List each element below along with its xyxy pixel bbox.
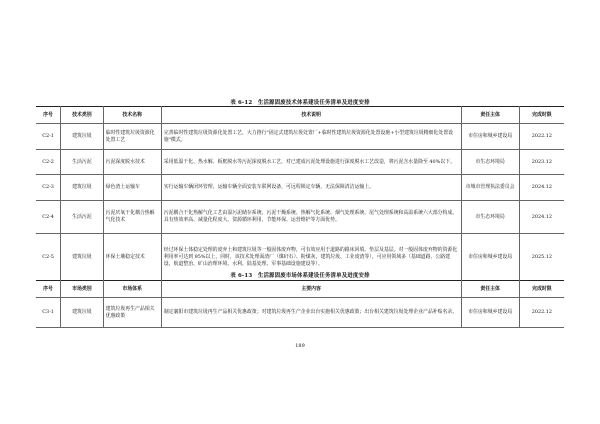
table-row xyxy=(36,150,564,175)
table-cell: 制定襄阳市建筑垃圾再生产品相关优惠政策；对建筑垃圾再生产企业出台实施相关优惠政策；出台相关建筑垃圾处理企业产品补贴名录。 xyxy=(161,298,461,328)
table-cell: 生活污泥 xyxy=(61,150,104,175)
table-cell: 环保土壤稳定技术 xyxy=(103,234,161,281)
table-cell: 经过环保土体稳定处理的废弃土和建筑垃圾等一般固体废弃物，可有效应用于道路的路床回填、垫层及基层。对一般固体废弃物的资源化利用率可达到 95%以上，同时，该技术处理面渣厂（煤矸石）、粉煤灰、建筑垃圾、工业废渣等），可应用领域多（基础道路、公路建设、航道整治、矿山治理环境、水利、陆基处理、军事基础设施建设等）。 xyxy=(161,234,461,281)
table-row xyxy=(36,298,564,328)
table1-header-row xyxy=(36,107,564,124)
table1-caption: 表 6-12 生活源固废技术体系建设任务清单及进度安排 xyxy=(230,100,370,106)
table-cell: C2-2 xyxy=(36,150,61,175)
table-cell: 2022.12 xyxy=(519,298,564,328)
table-cell: 2024.12 xyxy=(519,175,564,201)
table2-caption: 表 6-13 生活源固废市场体系建设任务清单及进度安排 xyxy=(230,273,370,279)
table-cell: 2024.12 xyxy=(519,201,564,234)
table-cell: 完善临时性建筑垃圾资源化处置工艺，大力推行"固定式建筑垃圾处置厂+临时性建筑垃圾资源化处置设施+小型建筑垃圾精细化处置设施"模式。 xyxy=(161,124,461,150)
table1 xyxy=(36,106,564,281)
table-row xyxy=(36,124,564,150)
table-cell: 市住房和城乡建设局 xyxy=(461,234,519,281)
table-cell: 污泥深度脱水技术 xyxy=(103,150,161,175)
header-cell: 责任主体 xyxy=(461,281,519,298)
table-cell: C2-3 xyxy=(36,175,61,201)
table-cell: 生活污泥 xyxy=(61,201,104,234)
table-cell: 建筑垃圾再生产品相关优惠政策 xyxy=(103,298,161,328)
table-cell: 绿色渣土运输车 xyxy=(103,175,161,201)
table-row xyxy=(36,201,564,234)
table-cell: 污泥厌氧干化耦合热解气化技术 xyxy=(103,201,161,234)
table-cell: C2-1 xyxy=(36,124,61,150)
header-cell: 技术说明 xyxy=(161,107,461,124)
header-cell: 序号 xyxy=(36,107,61,124)
header-cell: 市场类别 xyxy=(61,281,104,298)
table-cell: C2-5 xyxy=(36,234,61,281)
header-cell: 市场体系 xyxy=(103,281,161,298)
table-cell: 市生态环境局 xyxy=(461,201,519,234)
table-cell: 实行运输车辆闭环管理，运输车辆全面安装车联网设备，可远程锁定车辆，无法保障清洁运输上。 xyxy=(161,175,461,201)
table2-header-row xyxy=(36,281,564,298)
table-cell: 采用低温干化、热水解、板框脱水等污泥深度脱水工艺，对已建成污泥处理设施进行深度脱水工艺改造，将污泥含水量降至 40%以下。 xyxy=(161,150,461,175)
table-cell: C2-4 xyxy=(36,201,61,234)
table-cell: 市城市管理执法委员会 xyxy=(461,175,519,201)
table-cell: 污泥耦合干化热解气化工艺由湿污泥储存系统、污泥干燥系统、热解气化系统、烟气处理系统、尾气处理系统和高温系统六大部分构成。具有热效率高、减量化程度大、资源循环利用、节能环保、运营维护等方面优势。 xyxy=(161,201,461,234)
table-cell: 建筑垃圾 xyxy=(61,175,104,201)
table-cell: 市住房和城乡建设局 xyxy=(461,124,519,150)
table-cell: C3-1 xyxy=(36,298,61,328)
table-cell: 建筑垃圾 xyxy=(61,298,104,328)
header-cell: 完成时限 xyxy=(519,107,564,124)
table-cell: 2025.12 xyxy=(519,234,564,281)
header-cell: 序号 xyxy=(36,281,61,298)
table-cell: 2023.12 xyxy=(519,150,564,175)
table-cell: 市生态环境局 xyxy=(461,150,519,175)
table-cell: 临时性建筑垃圾资源化处置工艺 xyxy=(103,124,161,150)
table-cell: 建筑垃圾 xyxy=(61,234,104,281)
page-number: 189 xyxy=(295,343,305,349)
table-row xyxy=(36,175,564,201)
header-cell: 责任主体 xyxy=(461,107,519,124)
table-cell: 2022.12 xyxy=(519,124,564,150)
header-cell: 技术类别 xyxy=(61,107,104,124)
table-cell: 建筑垃圾 xyxy=(61,124,104,150)
table-cell: 市住房和城乡建设局 xyxy=(461,298,519,328)
header-cell: 完成时限 xyxy=(519,281,564,298)
header-cell: 主要内容 xyxy=(161,281,461,298)
header-cell: 技术名称 xyxy=(103,107,161,124)
table2 xyxy=(36,280,564,328)
